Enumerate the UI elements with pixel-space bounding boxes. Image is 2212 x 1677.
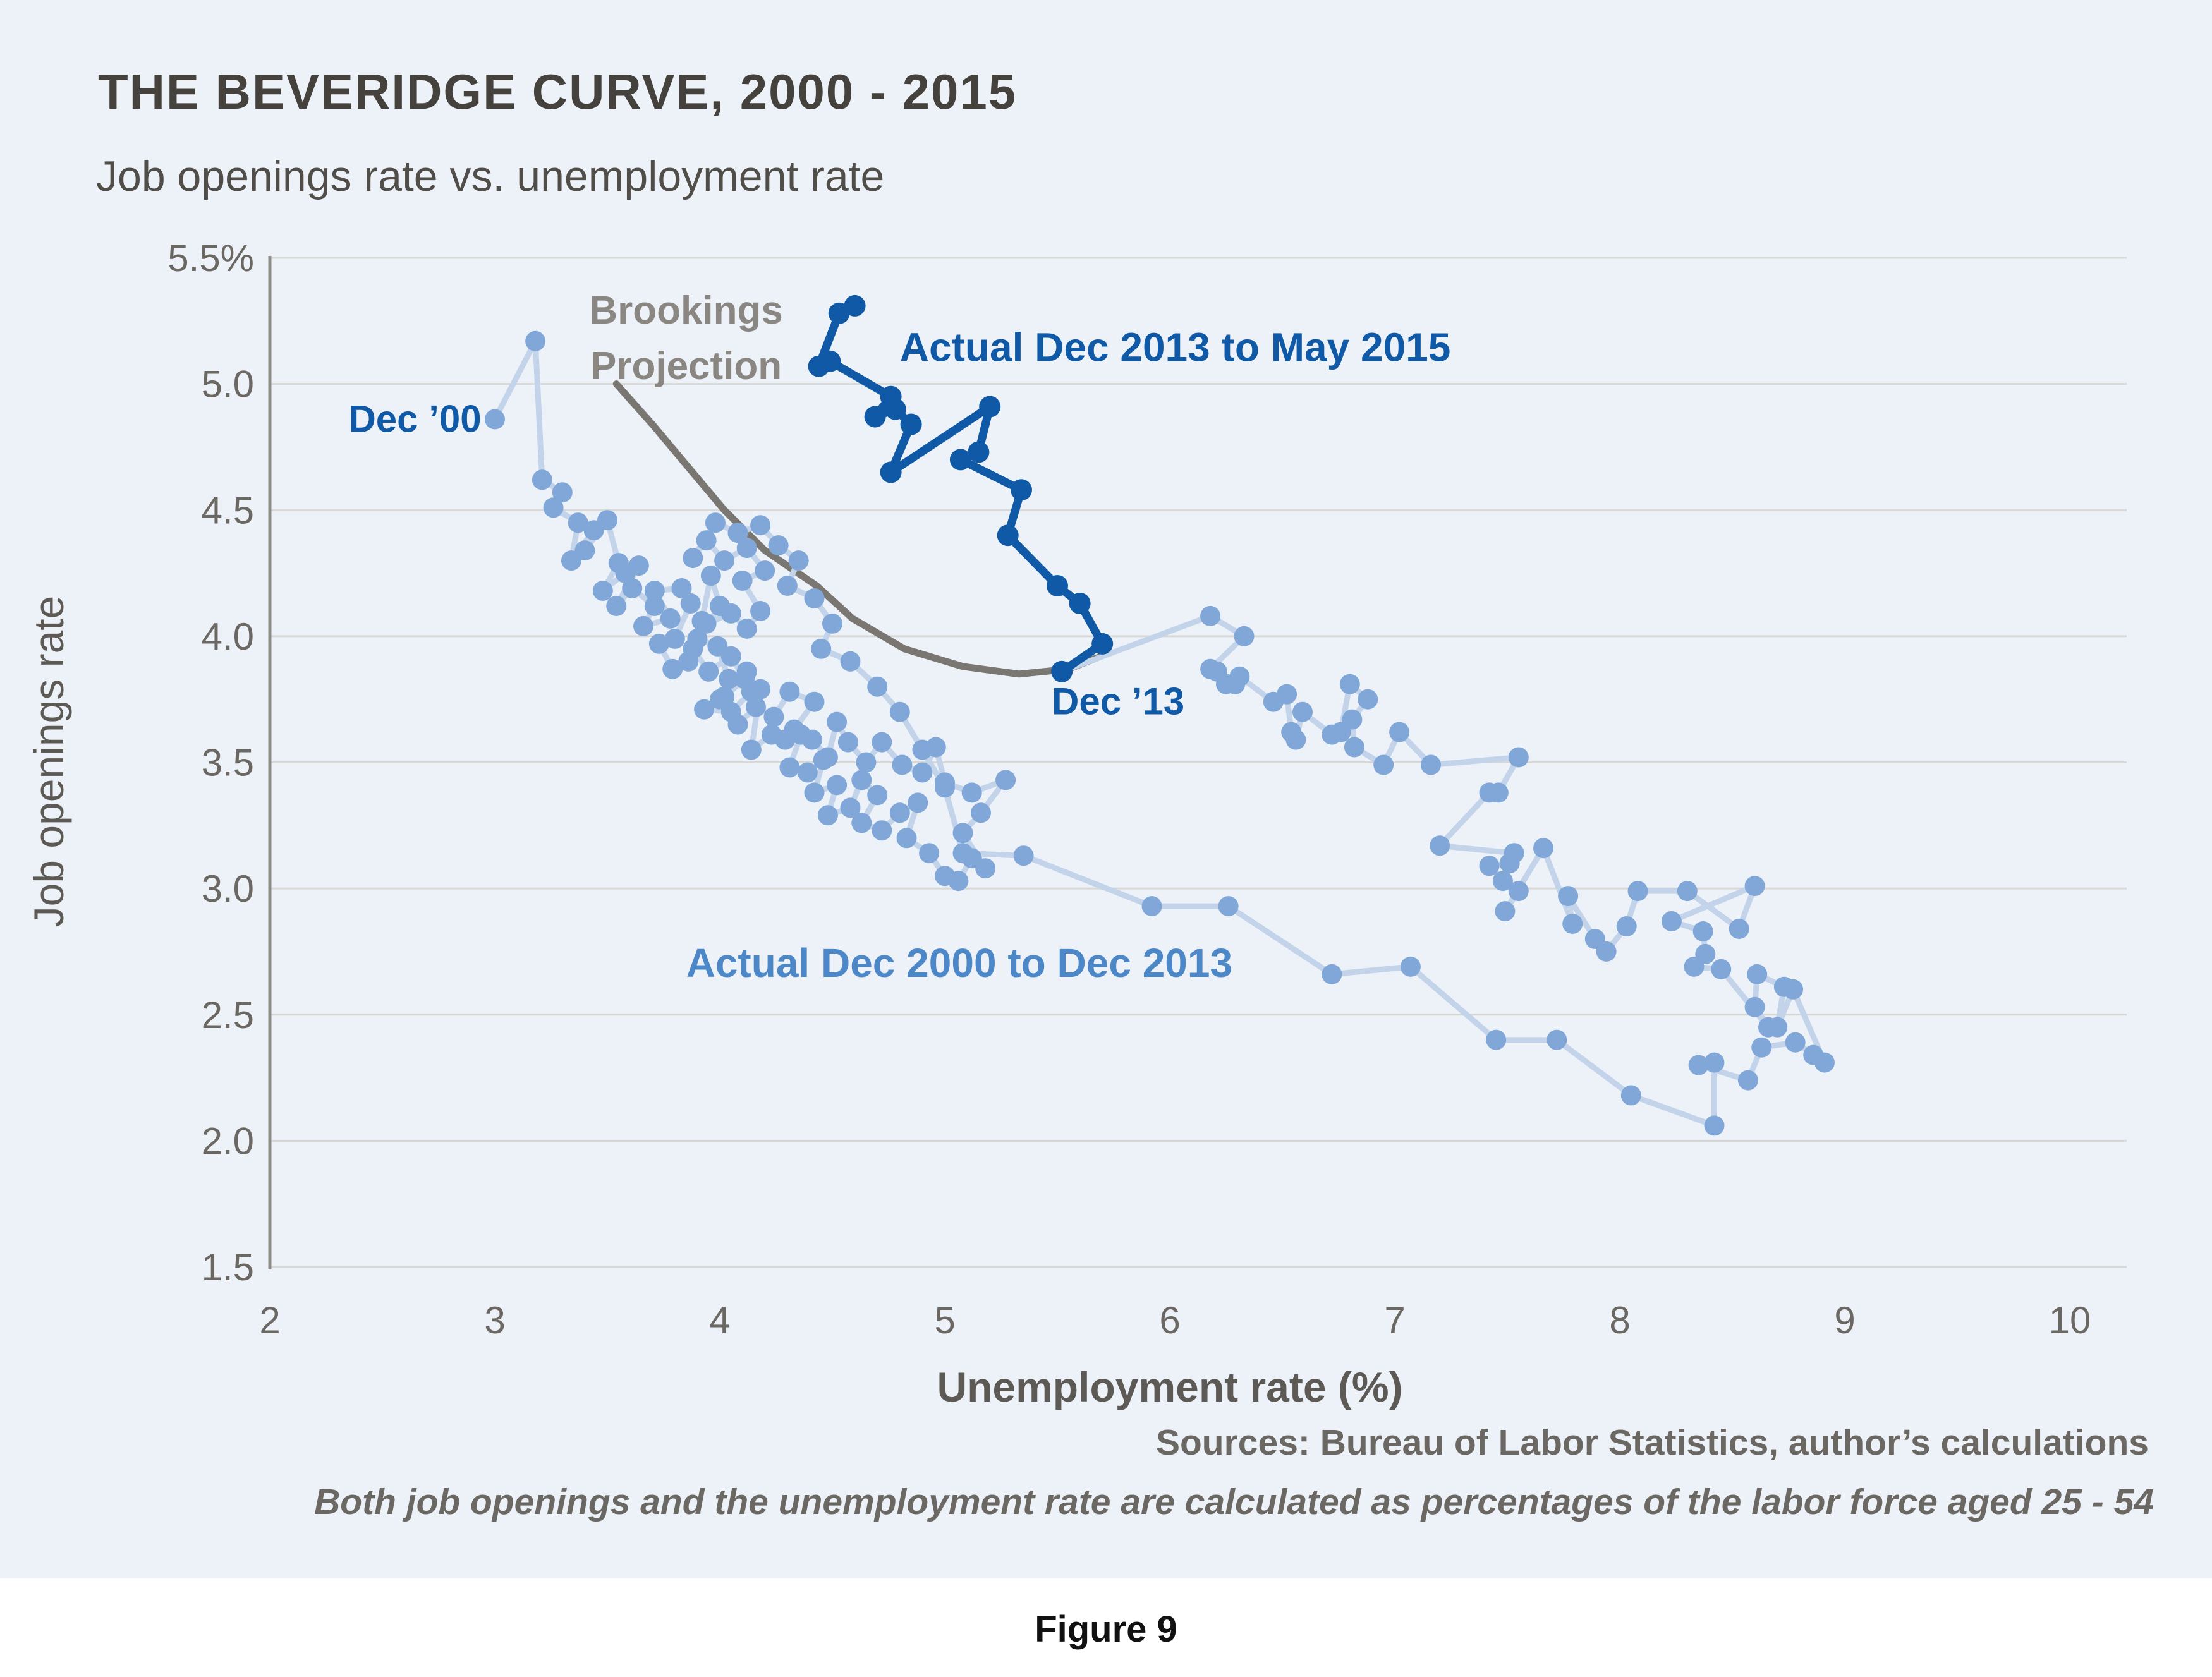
data-point [827,775,847,795]
x-tick-label: 10 [2048,1299,2091,1341]
data-point [755,560,775,581]
data-point [919,843,939,863]
data-point [784,720,805,740]
data-point [912,763,932,783]
data-point [779,682,799,702]
data-point [1401,957,1421,977]
data-point [1533,838,1553,858]
y-tick-label: 3.0 [201,868,254,911]
actual-2000-2013-label [686,940,1232,986]
data-point [1281,722,1301,742]
data-point [890,802,910,823]
data-point [971,802,991,823]
data-point [1430,835,1450,856]
data-point [908,792,928,813]
data-point [696,614,717,634]
data-point [948,871,968,891]
dec-13-label [1052,681,1184,723]
data-point [763,707,784,727]
data-point [865,406,886,428]
data-point [892,755,912,775]
y-tick-label: 1.5 [201,1246,254,1288]
data-point [1689,1055,1709,1075]
data-point [872,732,892,753]
data-point [683,639,703,659]
data-point [1014,845,1034,866]
data-point [1621,1086,1641,1106]
data-point [1218,896,1239,916]
data-point [811,639,831,659]
data-point [714,550,734,571]
data-point [901,414,922,435]
data-point [750,515,770,535]
data-point [808,356,830,377]
data-point [777,576,798,596]
data-point [1745,997,1765,1017]
data-point [750,601,770,621]
data-point [818,805,838,825]
data-point [1344,737,1364,758]
data-point [705,512,726,533]
data-point [841,651,861,672]
data-point [597,510,617,530]
data-point [872,820,892,840]
x-axis-title: Unemployment rate (%) [937,1364,1403,1410]
data-point [912,740,932,760]
data-point [1488,782,1509,802]
y-axis-title: Job openings rate [25,595,72,928]
data-point [721,603,741,624]
data-point [1069,593,1091,614]
data-point [1558,886,1578,906]
dec-13-label-line: Dec ’13 [1052,680,1185,723]
data-point [574,540,595,560]
data-point [681,593,701,614]
footnote: Both job openings and the unemployment rate are calculated as percentages of the labor force aged 25 - 54 [314,1482,2154,1522]
data-point [779,758,799,778]
data-point [818,748,838,768]
data-point [732,571,753,591]
data-point [798,763,818,783]
data-point [485,409,505,430]
data-point [525,331,545,351]
data-point [1693,921,1713,941]
data-point [606,596,626,616]
x-tick-label: 7 [1384,1299,1406,1341]
data-point [997,524,1019,546]
actual-2000-2013-label-line: Actual Dec 2000 to Dec 2013 [686,940,1233,986]
data-point [1421,755,1441,775]
data-point [851,770,872,790]
data-point [1711,959,1731,979]
data-point [1504,843,1524,863]
data-point [1389,722,1409,742]
page-subtitle: Job openings rate vs. unemployment rate [96,152,885,200]
data-point [633,616,653,636]
data-point [629,555,649,576]
data-point [827,712,847,732]
y-tick-label: 4.5 [201,489,254,532]
x-tick-label: 9 [1834,1299,1856,1341]
data-point [1263,692,1284,712]
data-point [746,697,766,717]
actual-2013-2015-label-line: Actual Dec 2013 to May 2015 [899,324,1451,370]
data-point [1480,856,1500,876]
data-point [789,550,809,571]
data-point [1322,964,1342,984]
data-point [880,461,902,483]
dec-00-label-line: Dec ’00 [348,397,482,440]
y-tick-label: 4.0 [201,615,254,658]
data-point [1011,479,1032,500]
data-point [1509,748,1529,768]
data-point [1729,919,1749,939]
x-tick-label: 4 [709,1299,731,1341]
data-point [1751,1038,1771,1058]
data-point [1758,1017,1778,1038]
data-point [701,566,721,586]
actual-2013-2015-label [900,325,1451,370]
data-point [822,614,842,634]
data-point [1774,977,1794,997]
data-point [805,692,825,712]
data-point [1785,1032,1806,1053]
data-point [867,677,887,697]
data-point [890,702,910,722]
data-point [1234,626,1255,646]
page-title: THE BEVERIDGE CURVE, 2000 - 2015 [98,64,1018,119]
data-point [1373,755,1394,775]
data-point [1051,661,1073,682]
dec-00-label [348,397,481,440]
data-point [1142,896,1162,916]
data-point [968,441,989,463]
y-tick-label: 3.5 [201,741,254,784]
data-point [897,828,917,848]
data-point [645,581,665,601]
data-point [728,715,748,735]
data-point [1547,1030,1567,1050]
data-point [1486,1030,1506,1050]
data-point [1495,901,1515,921]
data-point [1745,876,1765,896]
data-point [1695,944,1715,964]
data-point [975,858,995,878]
data-point [1662,911,1682,931]
data-point [844,295,866,317]
data-point [737,619,757,639]
x-tick-label: 5 [934,1299,956,1341]
data-point [1200,659,1220,679]
data-point [1628,881,1648,901]
data-point [1091,633,1113,655]
x-tick-label: 6 [1159,1299,1181,1341]
brookings-projection-label-line: Projection [590,344,782,388]
data-point [1493,871,1513,891]
data-point [1322,725,1342,745]
data-point [593,581,613,601]
data-point [802,730,822,750]
data-point [660,608,681,629]
data-point [1738,1070,1758,1091]
data-point [953,843,973,863]
x-tick-label: 2 [259,1299,281,1341]
data-point [1814,1053,1835,1073]
y-tick-label: 2.0 [201,1120,254,1163]
brookings-projection-label-line: Brookings [589,288,783,332]
data-point [1617,916,1637,936]
data-point [532,469,552,490]
data-point [734,669,755,689]
y-tick-label: 5.0 [201,363,254,406]
y-tick-label: 2.5 [201,993,254,1036]
data-point [805,588,825,608]
data-point [1562,914,1583,934]
data-point [544,497,564,518]
data-point [696,530,717,550]
data-point [1340,674,1360,694]
x-tick-label: 3 [484,1299,506,1341]
sources-note: Sources: Bureau of Labor Statistics, author’s calculations [1155,1422,2149,1463]
data-point [769,535,789,555]
data-point [1747,964,1767,984]
data-point [1705,1115,1725,1135]
figure-caption: Figure 9 [1035,1609,1177,1650]
data-point [838,732,858,753]
data-point [649,634,669,654]
data-point [962,782,982,802]
data-point [1358,689,1378,710]
data-point [728,523,748,543]
data-point [683,548,703,568]
y-tick-label: 5.5% [167,237,254,279]
data-point [935,777,955,797]
data-point [880,386,902,408]
data-point [979,396,1000,418]
data-point [867,785,887,805]
data-point [1585,929,1605,949]
data-point [741,740,762,760]
data-point [721,646,741,667]
data-point [1292,702,1313,722]
data-point [1677,881,1698,901]
data-point [622,578,642,598]
data-point [1200,606,1220,626]
data-point [856,753,876,773]
data-point [851,813,872,833]
data-point [953,823,973,843]
data-point [1047,575,1068,596]
data-point [698,662,719,682]
x-tick-label: 8 [1609,1299,1631,1341]
data-point [995,770,1016,790]
data-point [694,699,714,720]
data-point [714,687,734,707]
data-point [805,782,825,802]
